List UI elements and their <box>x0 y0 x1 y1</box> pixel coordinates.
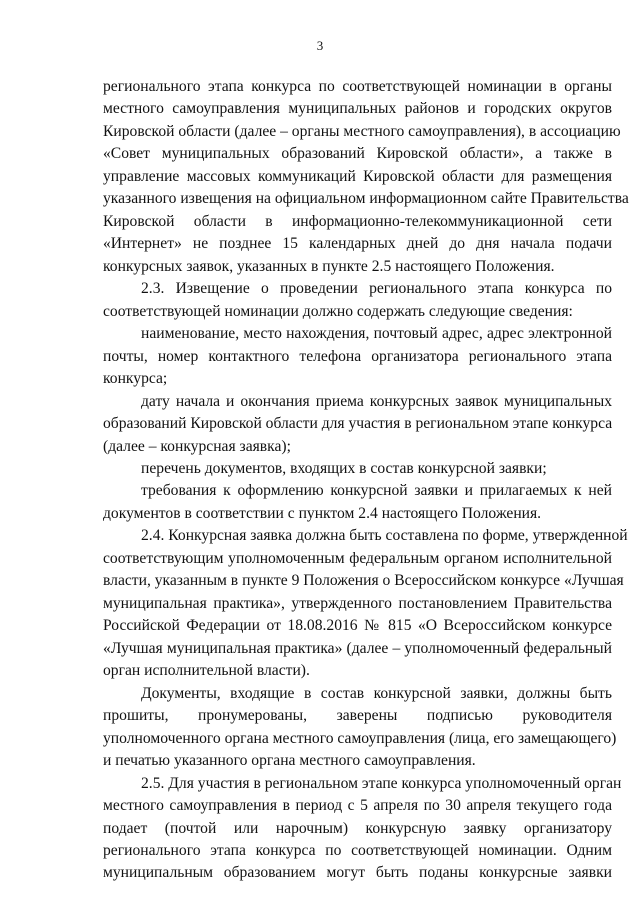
text-line: наименование, место нахождения, почтовый адрес, адрес электронной <box>141 325 612 343</box>
text-line: «Совет муниципальных образований Кировской области», а также в <box>103 145 612 163</box>
text-line: муниципальным образованием могут быть поданы конкурсные заявки <box>103 864 612 882</box>
text-line: регионального этапа конкурса по соответствующей номинации. Одним <box>103 841 612 859</box>
text-line: местного самоуправления в период с 5 апреля по 30 апреля текущего года <box>103 797 612 815</box>
text-line: Кировской области (далее – органы местного самоуправления), в ассоциацию <box>103 122 621 140</box>
text-line: образований Кировской области для участия в региональном этапе конкурса <box>103 415 613 433</box>
text-line: документов в соответствии с пунктом 2.4 настоящего Положения. <box>103 504 542 522</box>
text-line: уполномоченного органа местного самоуправления (лица, его замещающего) <box>103 729 617 747</box>
text-line: «Интернет» не позднее 15 календарных дней до дня начала подачи <box>103 235 612 253</box>
text-line: 2.4. Конкурсная заявка должна быть составлена по форме, утвержденной <box>141 527 628 545</box>
text-line: 2.3. Извещение о проведении регионального этапа конкурса по <box>141 280 612 298</box>
text-line: указанного извещения на официальном информационном сайте Правительства <box>103 190 629 208</box>
text-line: Российской Федерации от 18.08.2016 № 815 «О Всероссийском конкурсе <box>103 617 612 635</box>
text-line: Документы, входящие в состав конкурсной заявки, должны быть <box>141 684 612 702</box>
text-line: регионального этапа конкурса по соответствующей номинации в органы <box>103 78 612 95</box>
text-line: управление массовых коммуникаций Кировской области для размещения <box>103 167 612 185</box>
text-line: дату начала и окончания приема конкурсных заявок муниципальных <box>141 392 612 410</box>
text-line: требования к оформлению конкурсной заявки и прилагаемых к ней <box>141 482 612 500</box>
page-number: 3 <box>316 38 324 53</box>
text-line: почты, номер контактного телефона организатора регионального этапа <box>103 347 612 365</box>
text-line: конкурса; <box>103 370 168 388</box>
text-line: власти, указанным в пункте 9 Положения о Всероссийском конкурсе «Лучшая <box>103 572 624 590</box>
text-line: подает (почтой или нарочным) конкурсную заявку организатору <box>103 819 612 837</box>
text-line: (далее – конкурсная заявка); <box>103 437 291 455</box>
text-line: соответствующей номинации должно содержать следующие сведения: <box>103 302 573 320</box>
text-line: 2.5. Для участия в региональном этапе конкурса уполномоченный орган <box>141 774 622 792</box>
text-line: конкурсных заявок, указанных в пункте 2.5 настоящего Положения. <box>103 257 555 275</box>
text-line: прошиты, пронумерованы, заверены подписью руководителя <box>103 707 612 725</box>
text-line: соответствующим уполномоченным федеральным органом исполнительной <box>103 549 612 567</box>
text-line: местного самоуправления муниципальных районов и городских округов <box>103 100 612 118</box>
text-line: перечень документов, входящих в состав конкурсной заявки; <box>141 459 547 477</box>
text-line: муниципальная практика», утвержденного постановлением Правительства <box>103 594 612 612</box>
text-line: «Лучшая муниципальная практика» (далее – уполномоченный федеральный <box>103 639 612 657</box>
text-line: орган исполнительной власти). <box>103 662 310 680</box>
text-line: Кировской области в информационно-телекоммуникационной сети <box>103 212 612 230</box>
text-line: и печатью указанного органа местного самоуправления. <box>103 752 476 770</box>
